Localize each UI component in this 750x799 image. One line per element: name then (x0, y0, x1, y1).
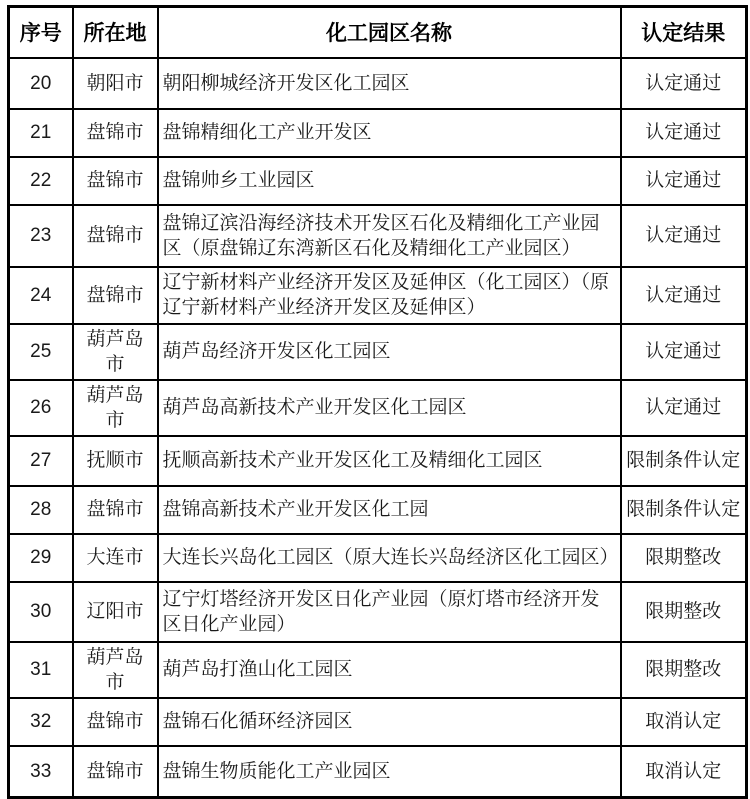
cell-location: 朝阳市 (73, 58, 158, 109)
cell-location: 抚顺市 (73, 436, 158, 486)
cell-location: 大连市 (73, 534, 158, 582)
cell-location: 盘锦市 (73, 109, 158, 157)
cell-serial-number: 29 (9, 534, 73, 582)
cell-park-name: 抚顺高新技术产业开发区化工及精细化工园区 (158, 436, 621, 486)
table-body (9, 58, 747, 798)
table-row (9, 582, 747, 642)
cell-park-name: 朝阳柳城经济开发区化工园区 (158, 58, 621, 109)
chemical-park-certification-table (7, 5, 748, 799)
cell-serial-number: 22 (9, 157, 73, 205)
cell-certification-result: 取消认定 (621, 698, 747, 746)
cell-location: 盘锦市 (73, 486, 158, 534)
cell-park-name: 盘锦辽滨沿海经济技术开发区石化及精细化工产业园区（原盘锦辽东湾新区石化及精细化工产业园区） (158, 205, 621, 267)
cell-location: 辽阳市 (73, 582, 158, 642)
table-row (9, 205, 747, 267)
cell-location: 葫芦岛市 (73, 642, 158, 698)
table-row (9, 380, 747, 436)
cell-certification-result: 认定通过 (621, 157, 747, 205)
table-row (9, 486, 747, 534)
cell-location: 盘锦市 (73, 698, 158, 746)
cell-park-name: 辽宁新材料产业经济开发区及延伸区（化工园区）（原辽宁新材料产业经济开发区及延伸区） (158, 267, 621, 324)
cell-location: 盘锦市 (73, 746, 158, 798)
cell-certification-result: 认定通过 (621, 324, 747, 380)
cell-certification-result: 认定通过 (621, 380, 747, 436)
cell-park-name: 盘锦精细化工产业开发区 (158, 109, 621, 157)
cell-certification-result: 认定通过 (621, 267, 747, 324)
cell-park-name: 葫芦岛高新技术产业开发区化工园区 (158, 380, 621, 436)
cell-certification-result: 限期整改 (621, 534, 747, 582)
table-row (9, 157, 747, 205)
header-location: 所在地 (73, 7, 158, 58)
table-row (9, 267, 747, 324)
cell-certification-result: 限制条件认定 (621, 436, 747, 486)
table-row (9, 58, 747, 109)
cell-certification-result: 认定通过 (621, 205, 747, 267)
cell-park-name: 盘锦帅乡工业园区 (158, 157, 621, 205)
cell-certification-result: 限期整改 (621, 642, 747, 698)
cell-serial-number: 31 (9, 642, 73, 698)
cell-location: 盘锦市 (73, 157, 158, 205)
table-row (9, 324, 747, 380)
cell-serial-number: 25 (9, 324, 73, 380)
cell-park-name: 盘锦高新技术产业开发区化工园 (158, 486, 621, 534)
table-row (9, 698, 747, 746)
cell-certification-result: 取消认定 (621, 746, 747, 798)
cell-park-name: 盘锦石化循环经济园区 (158, 698, 621, 746)
cell-park-name: 葫芦岛打渔山化工园区 (158, 642, 621, 698)
cell-serial-number: 33 (9, 746, 73, 798)
header-row (9, 7, 747, 58)
cell-certification-result: 认定通过 (621, 109, 747, 157)
cell-serial-number: 27 (9, 436, 73, 486)
cell-location: 葫芦岛市 (73, 324, 158, 380)
cell-park-name: 辽宁灯塔经济开发区日化产业园（原灯塔市经济开发区日化产业园） (158, 582, 621, 642)
cell-park-name: 大连长兴岛化工园区（原大连长兴岛经济区化工园区） (158, 534, 621, 582)
cell-location: 盘锦市 (73, 205, 158, 267)
cell-serial-number: 24 (9, 267, 73, 324)
cell-park-name: 葫芦岛经济开发区化工园区 (158, 324, 621, 380)
header-park-name: 化工园区名称 (158, 7, 621, 58)
table-row (9, 109, 747, 157)
cell-serial-number: 32 (9, 698, 73, 746)
table-row (9, 746, 747, 798)
cell-serial-number: 26 (9, 380, 73, 436)
cell-certification-result: 限期整改 (621, 582, 747, 642)
cell-serial-number: 30 (9, 582, 73, 642)
cell-serial-number: 23 (9, 205, 73, 267)
cell-serial-number: 20 (9, 58, 73, 109)
table-row (9, 436, 747, 486)
cell-certification-result: 认定通过 (621, 58, 747, 109)
cell-serial-number: 28 (9, 486, 73, 534)
cell-location: 盘锦市 (73, 267, 158, 324)
cell-certification-result: 限制条件认定 (621, 486, 747, 534)
header-certification-result: 认定结果 (621, 7, 747, 58)
cell-park-name: 盘锦生物质能化工产业园区 (158, 746, 621, 798)
cell-serial-number: 21 (9, 109, 73, 157)
header-serial-number: 序号 (9, 7, 73, 58)
cell-location: 葫芦岛市 (73, 380, 158, 436)
table-row (9, 534, 747, 582)
table-row (9, 642, 747, 698)
